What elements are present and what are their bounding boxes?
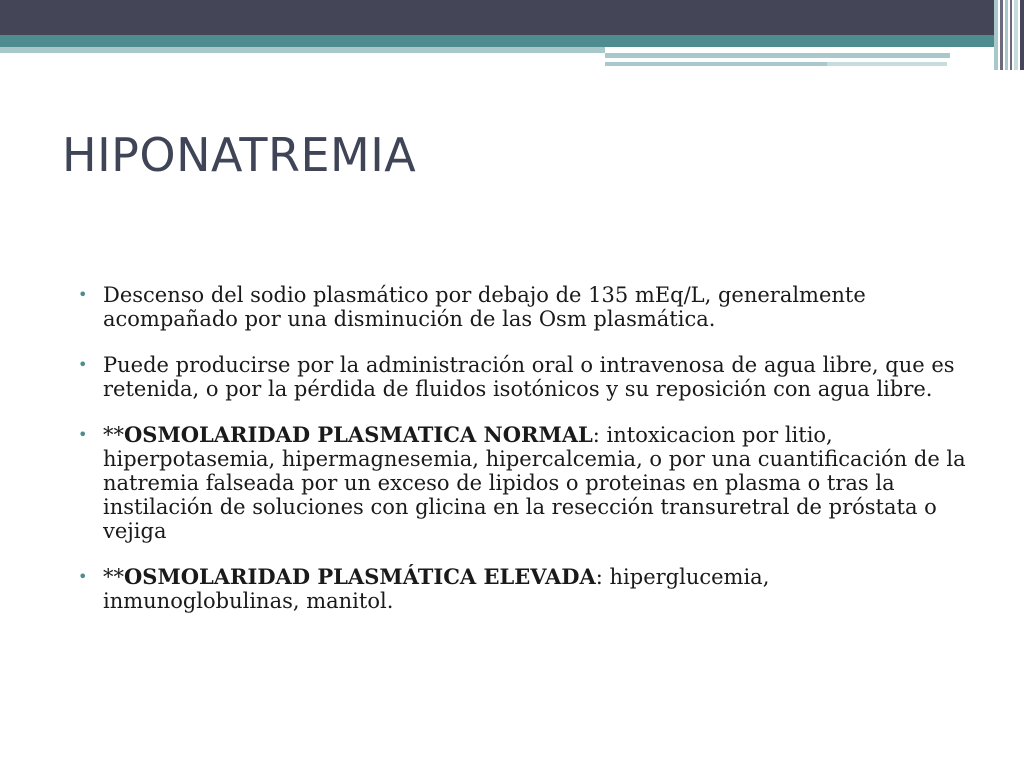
bullet-dot-icon: • bbox=[78, 355, 88, 374]
bullet-text: : hiperglucemia, inmunoglobulinas, manitol. bbox=[103, 565, 770, 613]
bullet-dot-icon: • bbox=[78, 567, 88, 586]
header-band-light bbox=[605, 53, 950, 58]
bullet-text: Descenso del sodio plasmático por debajo de 135 mEq/L, generalmente acompañado por una disminución de las Osm plasmática. bbox=[103, 283, 866, 331]
header-band-light bbox=[0, 47, 605, 53]
header-band-light bbox=[605, 62, 827, 66]
bullet-item-3 bbox=[78, 423, 968, 543]
bullet-item-2 bbox=[78, 353, 968, 401]
bullet-bold-term: OSMOLARIDAD PLASMÁTICA ELEVADA bbox=[124, 564, 596, 589]
header-band-dark bbox=[0, 0, 1024, 35]
bullet-list bbox=[78, 283, 968, 635]
stripe bbox=[1000, 0, 1003, 70]
bullet-prefix: ** bbox=[103, 565, 124, 589]
bullet-text: Puede producirse por la administración oral o intravenosa de agua libre, que es retenida, o por la pérdida de fluidos isotónicos y su reposición con agua libre. bbox=[103, 353, 955, 401]
stripe bbox=[1014, 0, 1018, 70]
bullet-dot-icon: • bbox=[78, 425, 88, 444]
header-band-teal bbox=[0, 35, 1024, 47]
header-vertical-stripes bbox=[994, 0, 1024, 70]
stripe bbox=[1005, 0, 1008, 70]
stripe bbox=[994, 0, 998, 70]
bullet-text: : intoxicacion por litio, hiperpotasemia, hipermagnesemia, hipercalcemia, o por una cuantificación de la natremia falseada por un exceso de lipidos o proteinas en plasma o tras la instilación de soluciones con glicina en la resección transuretral de próstata o vejiga bbox=[103, 423, 966, 543]
bullet-bold-term: OSMOLARIDAD PLASMATICA NORMAL bbox=[124, 422, 593, 447]
stripe bbox=[1020, 0, 1024, 70]
bullet-item-4 bbox=[78, 565, 968, 613]
stripe bbox=[1010, 0, 1012, 70]
header-band-light bbox=[827, 62, 947, 66]
slide-title: HIPONATREMIA bbox=[62, 128, 417, 182]
bullet-item-1 bbox=[78, 283, 968, 331]
bullet-prefix: ** bbox=[103, 423, 124, 447]
bullet-dot-icon: • bbox=[78, 285, 88, 304]
